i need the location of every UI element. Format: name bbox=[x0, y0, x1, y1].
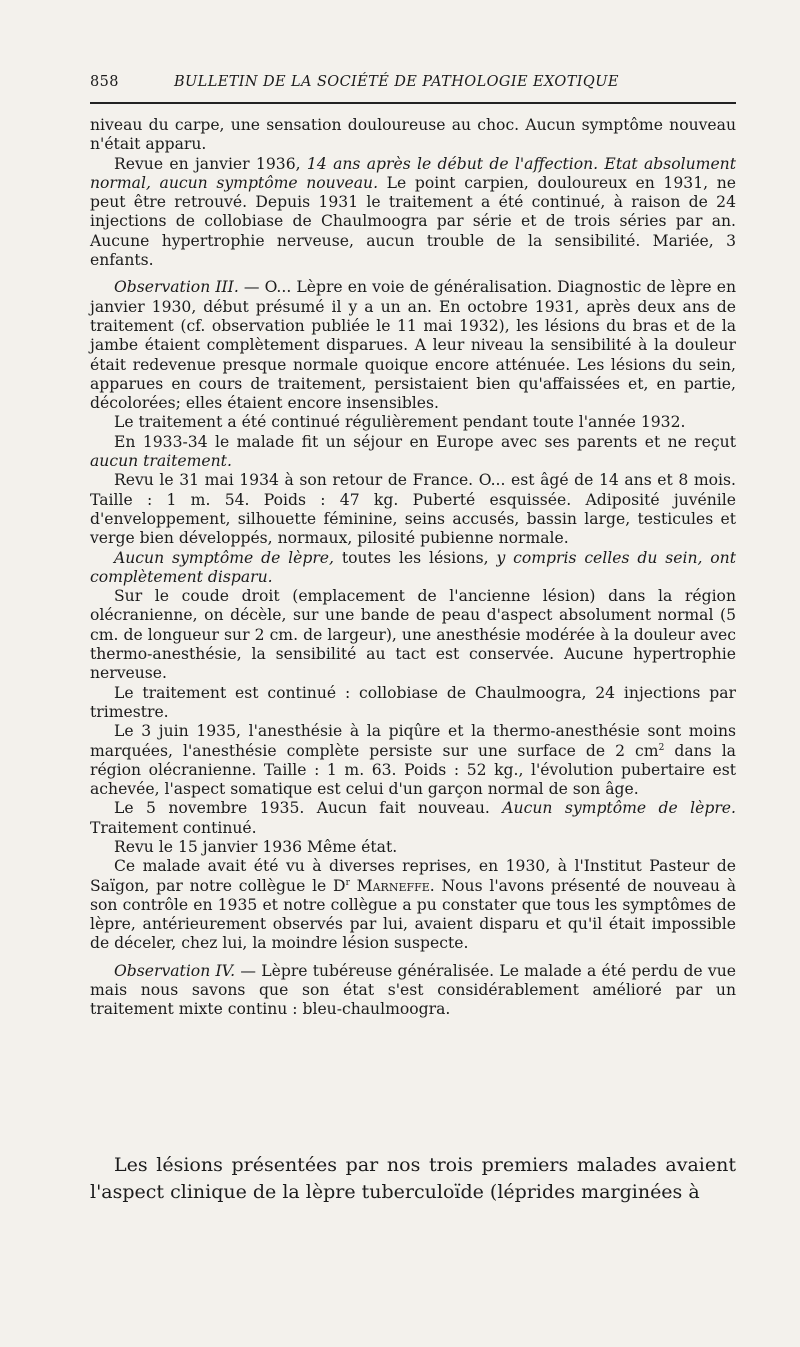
paragraph-11 bbox=[90, 799, 736, 838]
paragraph-10-b: dans la région olécranienne. Taille : 1 m. 63. Poids : 52 kg., l'évolution pubertaire est achevée, l'aspect somatique est celui d'un garçon normal de son âge. bbox=[90, 741, 736, 799]
paragraph-2-emphasis: 14 ans après le début de l'affection. Etat absolument normal, aucun symptôme nouveau. bbox=[90, 154, 736, 192]
observation-4 bbox=[90, 962, 736, 1020]
paragraph-2-a: Revue en janvier 1936, bbox=[114, 154, 307, 173]
paragraph-9: Le traitement est continué : collobiase de Chaulmoogra, 24 injections par trimestre. bbox=[90, 683, 736, 721]
paragraph-7-c: y compris celles du sein, ont complètement disparu. bbox=[90, 548, 736, 586]
paragraph-7-b: toutes les lésions, bbox=[334, 548, 497, 567]
paragraph-8: Sur le coude droit (emplacement de l'ancienne lésion) dans la région olécranienne, on décèle, sur une bande de peau d'aspect absolument normal (5 cm. de longueur sur 2 cm. de largeur), une anesthésie modérée à la douleur avec thermo-anesthésie, la sensibilité au tact est conservée. Aucune hypertrophie nerveuse. bbox=[90, 587, 736, 683]
paragraph-5-emphasis: aucun traitement. bbox=[90, 452, 232, 471]
running-header bbox=[90, 74, 736, 98]
author-name: Marneffe bbox=[356, 876, 430, 895]
page-number: 858 bbox=[90, 74, 119, 90]
observation-3-text: — O... Lèpre en voie de généralisation. Diagnostic de lèpre en janvier 1930, début présumé il y a un an. En octobre 1931, après deux ans de traitement (cf. observation publiée le 11 mai 1932), les lésions du bras et de la jambe étaient complètement disparues. A leur niveau la sensibilité à la douleur était redevenue presque normale quoique encore atténuée. Les lésions du sein, apparues en cours de traitement, persistaient bien qu'affaissées et, en partie, décolorées; elles étaient encore insensibles. bbox=[90, 278, 737, 413]
paragraph-12: Revu le 15 janvier 1936 Même état. bbox=[114, 837, 398, 856]
large-text-section bbox=[90, 1152, 736, 1206]
paragraph-13-a: Ce malade avait été vu à diverses reprises, en 1930, à l'Institut Pasteur de Saïgon, par notre collègue le D bbox=[90, 857, 736, 895]
paragraph-11-emphasis: Aucun symptôme de lèpre. bbox=[502, 799, 736, 818]
paragraph-4: Le traitement a été continué régulièrement pendant toute l'année 1932. bbox=[114, 413, 686, 432]
paragraph-13 bbox=[90, 857, 736, 953]
paragraph-5 bbox=[90, 433, 736, 472]
observation-4-label: Observation IV. bbox=[114, 961, 236, 980]
header-rule bbox=[90, 102, 736, 104]
paragraph-15: Les lésions présentées par nos trois premiers malades avaient l'aspect clinique de la lèpre tuberculoïde (léprides marginées à bbox=[90, 1154, 736, 1203]
paragraph-13-b: . Nous l'avons présenté de nouveau à son contrôle en 1935 et notre collègue a pu constater que tous les symptômes de lèpre, antérieurement observés par lui, avaient disparu et qu'il était impossible de déceler, chez lui, la moindre lésion suspecte. bbox=[90, 876, 737, 953]
paragraph-10-a: Le 3 juin 1935, l'anesthésie à la piqûre et la thermo-anesthésie sont moins marquées, l'anesthésie complète persiste sur une surface de 2 cm bbox=[90, 722, 736, 760]
paragraph-7 bbox=[90, 549, 736, 588]
body-text bbox=[90, 116, 736, 1020]
superscript-2: 2 bbox=[658, 742, 665, 753]
journal-title: BULLETIN DE LA SOCIÉTÉ DE PATHOLOGIE EXOTIQUE bbox=[174, 74, 619, 90]
superscript-r: r bbox=[345, 877, 350, 888]
paragraph-10 bbox=[90, 722, 736, 799]
paragraph-11-a: Le 5 novembre 1935. Aucun fait nouveau. bbox=[114, 799, 503, 818]
paragraph-1: niveau du carpe, une sensation douloureuse au choc. Aucun symptôme nouveau n'était apparu. bbox=[90, 116, 736, 154]
paragraph-7-a: Aucun symptôme de lèpre, bbox=[114, 548, 334, 567]
observation-4-text: — Lèpre tubéreuse généralisée. Le malade a été perdu de vue mais nous savons que son état s'est considérablement amélioré par un traitement mixte continu : bleu-chaulmoogra. bbox=[90, 961, 736, 1019]
observation-3-label: Observation III. bbox=[114, 278, 239, 297]
paragraph-6: Revu le 31 mai 1934 à son retour de France. O... est âgé de 14 ans et 8 mois. Taille : 1 m. 54. Poids : 47 kg. Puberté esquissée. Adiposité juvénile d'enveloppement, silhouette féminine, seins accusés, bassin large, testicules et verge bien développés, normaux, pilosité pubienne normale. bbox=[90, 471, 736, 548]
paragraph-11-c: Traitement continué. bbox=[90, 818, 257, 837]
observation-3 bbox=[90, 278, 736, 413]
paragraph-2 bbox=[90, 155, 736, 271]
paragraph-2-c: Le point carpien, douloureux en 1931, ne peut être retrouvé. Depuis 1931 le traitement a été continué, à raison de 24 injections de collobiase de Chaulmoogra par série et de trois séries par an. Aucune hypertrophie nerveuse, aucun trouble de la sensibilité. Mariée, 3 enfants. bbox=[90, 173, 736, 270]
paragraph-5-a: En 1933-34 le malade fit un séjour en Europe avec ses parents et ne reçut bbox=[114, 432, 736, 451]
